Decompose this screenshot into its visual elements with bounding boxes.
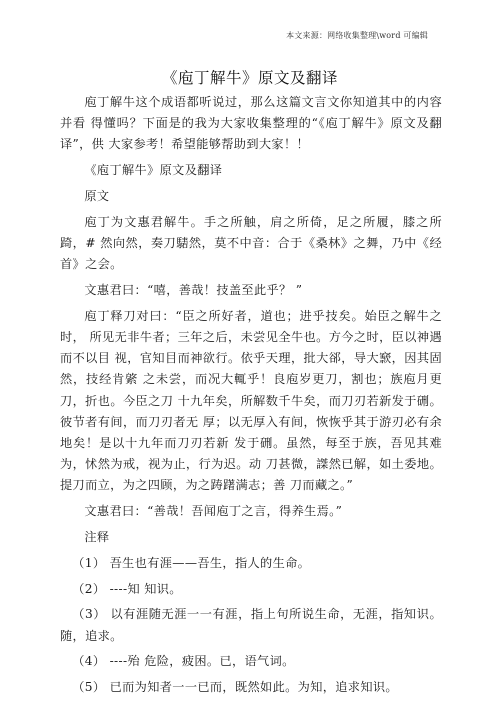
original-paragraph: 文惠君曰：“嘻，善哉！技盖至此乎？ ” [84,283,303,297]
intro-paragraph: 庖丁解牛这个成语都听说过，那么这篇文言文你知道其中的内容并看 得懂吗？下面是的我为大家收集整理的“《庖丁解牛》原文及翻译”，供 大家参考！希望能够帮助到大家！！ [60,95,442,152]
original-paragraph: 庖丁释刀对曰：“臣之所好者，道也；进乎技矣。始臣之解牛之时， 所见无非牛者；三年之后，未尝见全牛也。方今之时，臣以神遇而不以目 视，官知目而神欲行。依乎天理，批大郤，导大窾，因其固然，技经肯綮 之未尝，而况大輒乎！良庖岁更刀，割也；族庖月更刀，折也。今臣之刀 十九年矣，所解数千牛矣，而刀刃若新发于硎。彼节者有间，而刀刃者无 厚；以无厚入有间，恢恢乎其于游刃必有余地矣！是以十九年而刀刃若新 发于硎。虽然，每至于族，吾见其难为，怵然为戒，视为止，行为迟。动 刀甚微，謋然已解，如土委地。提刀而立，为之四顾，为之踌躇满志；善 刀而藏之。” [60,308,442,493]
document-title: 《庖丁解牛》原文及翻译 [161,69,338,87]
notes-heading: 注释 [84,530,110,545]
original-text-heading: 原文 [84,189,110,203]
note-item: （3） 以有涯随无涯一一有涯，指上句所说生命，无涯，指知识。 随，追求。 [60,607,442,643]
source-header: 本文来源：网络收集整理\word 可编辑 [286,31,428,40]
original-paragraph: 文惠君曰：“善哉！吾闻庖丁之言，得养生焉。” [84,504,343,519]
original-paragraph: 庖丁为文惠君解牛。手之所触，肩之所倚，足之所履，膝之所踦，# 然向然，奏刀騞然，莫不中音：合于《桑林》之舞，乃中《经首》之会。 [60,214,442,272]
note-item: （1） 吾生也有涯——吾生，指人的生命。 [72,555,311,570]
section-heading: 《庖丁解牛》原文及翻译 [84,163,223,178]
note-item: （2） ----知 知识。 [72,581,182,596]
document-body [60,92,442,703]
note-item: （5） 已而为知者一一已而，既然如此。为知，追求知识。 [72,680,398,695]
note-item: （4） ----殆 危险，疲困。已，语气词。 [72,654,295,669]
